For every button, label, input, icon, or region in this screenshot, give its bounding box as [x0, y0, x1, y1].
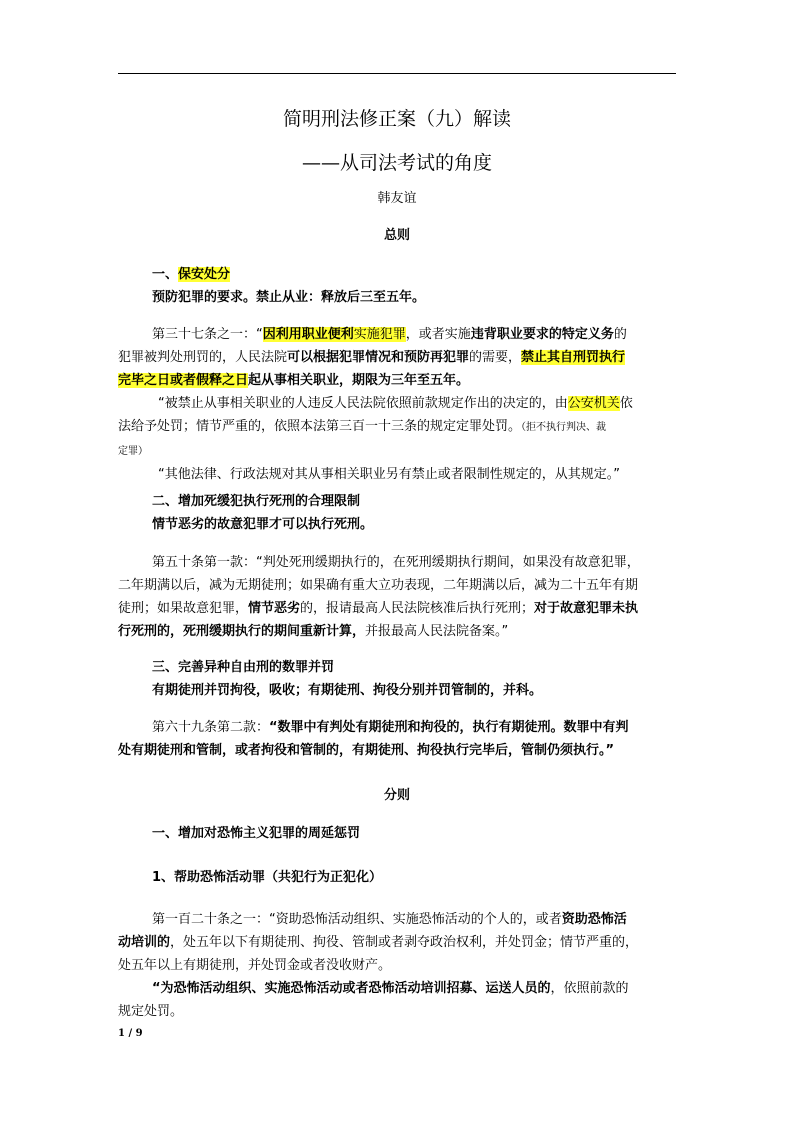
article-37-1: 第三十七条之一：“因利用职业便利实施犯罪，或者实施违背职业要求的特定义务的 犯罪被判处刑罚的，人民法院可以根据犯罪情况和预防再犯罪的需要，禁止其自刑罚执行 完毕之日或者假释之日起从事相关职业，期限为三年至五年。 “被禁止从事相关职业的人违反人民法院依照前款规定作出的决定的，由公安机关依 法给予处罚；情节严重的，依照本法第三百一十三条的规定定罪处罚。（拒不执行判决、裁 定罪） “其他法律、行政法规对其从事相关职业另有禁止或者限制性规定的，从其规定。” [118, 327, 633, 482]
section-title: 二、增加死缓犯执行死刑的合理限制 [152, 494, 361, 509]
section-heading-specific: 分则 [383, 788, 410, 803]
page-number: 1 / 9 [118, 1028, 143, 1039]
article-69-2: 第六十九条第二款：“数罪中有判处有期徒刑和拘役的，执行有期徒刑。数罪中有判 处有期徒刑和管制，或者拘役和管制的，有期徒刑、拘役执行完毕后，管制仍须执行。” [118, 720, 629, 758]
section-title: 一、增加对恐怖主义犯罪的周延惩罚 [152, 826, 361, 841]
section-summary: 预防犯罪的要求。禁止从业：释放后三至五年。 [152, 290, 426, 305]
general-section-1 [118, 263, 678, 309]
section-title: 一、保安处分 [152, 267, 231, 282]
subsection-title: 1、帮助恐怖活动罪（共犯行为正犯化） [152, 870, 383, 885]
article-50-1: 第五十条第一款：“判处死刑缓期执行的，在死刑缓期执行期间，如果没有故意犯罪， 二年期满以后，减为无期徒刑；如果确有重大立功表现，二年期满以后，减为二十五年有期 徒刑；如果故意犯罪，情节恶劣的，报请最高人民法院核准后执行死刑；对于故意犯罪未执 行死刑的，死刑缓期执行的期间重新计算，并报最高人民法院备案。” [118, 555, 640, 639]
section-summary: 情节恶劣的故意犯罪才可以执行死刑。 [152, 517, 374, 532]
specific-section-1 [118, 822, 678, 845]
section-summary: 有期徒刑并罚拘役，吸收；有期徒刑、拘役分别并罚管制的，并科。 [152, 683, 543, 698]
document-title: 简明刑法修正案（九）解读 [282, 108, 511, 130]
section-title: 三、完善异种自由刑的数罪并罚 [152, 660, 335, 675]
general-section-2 [118, 490, 678, 536]
document-subtitle: ——从司法考试的角度 [301, 152, 492, 174]
header-rule [118, 73, 676, 74]
section-heading-general: 总则 [383, 228, 410, 243]
general-section-3 [118, 656, 678, 702]
article-120-1: 第一百二十条之一：“资助恐怖活动组织、实施恐怖活动的个人的，或者资助恐怖活 动培训的，处五年以下有期徒刑、拘役、管制或者剥夺政治权利，并处罚金；情节严重的， 处五年以上有期徒刑，并处罚金或者没收财产。 “为恐怖活动组织、实施恐怖活动或者恐怖活动培训招募、运送人员的，依照前款的 规定处罚。 [118, 912, 639, 1019]
author-name: 韩友谊 [377, 191, 417, 206]
